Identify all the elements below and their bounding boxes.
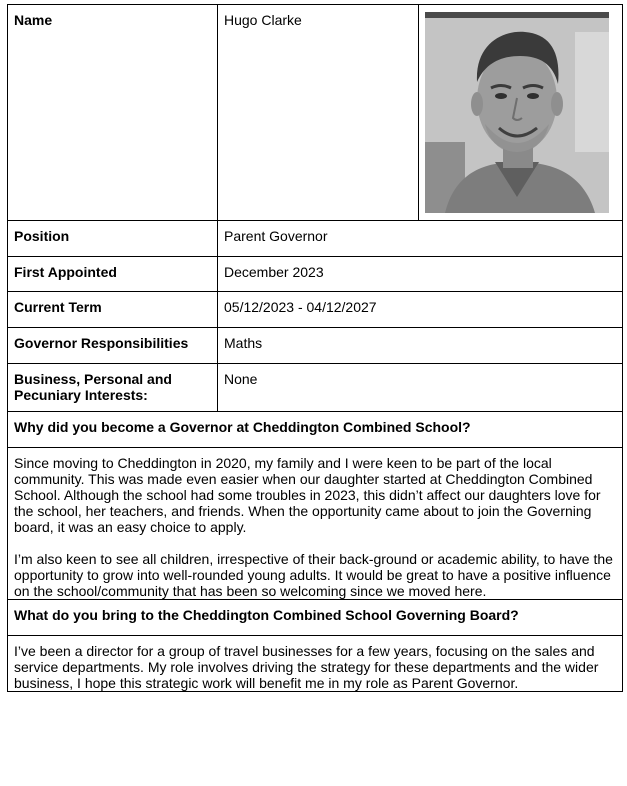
- interests-row: [8, 364, 623, 412]
- profile-table: [7, 4, 623, 692]
- current-term-value: 05/12/2023 - 04/12/2027: [218, 292, 623, 328]
- answer-2-row: [8, 636, 623, 692]
- name-label: Name: [8, 5, 218, 221]
- answer-1-paragraph-2: I’m also keen to see all children, irrespective of their back-ground or academic ability, to have the opportunity to grow into well-rounded young adults. It would be great to have a positive influence on the school/community that has been so welcoming since we moved here.: [14, 551, 613, 599]
- name-value: Hugo Clarke: [218, 5, 419, 221]
- answer-1-paragraph-1: Since moving to Cheddington in 2020, my family and I were keen to be part of the local community. This was made even easier when our daughter started at Cheddington Combined School. Although the school had some troubles in 2023, this didn’t affect our daughters love for the school, her teachers, and friends. When the opportunity came about to join the Governing board, it was an easy choice to apply.: [14, 455, 601, 535]
- question-2-row: [8, 600, 623, 636]
- first-appointed-row: [8, 257, 623, 292]
- interests-value: None: [218, 364, 623, 412]
- responsibilities-value: Maths: [218, 328, 623, 364]
- first-appointed-value: December 2023: [218, 257, 623, 292]
- current-term-label: Current Term: [8, 292, 218, 328]
- position-label: Position: [8, 221, 218, 257]
- position-row: [8, 221, 623, 257]
- position-value: Parent Governor: [218, 221, 623, 257]
- first-appointed-label: First Appointed: [8, 257, 218, 292]
- responsibilities-label: Governor Responsibilities: [8, 328, 218, 364]
- answer-2-body: [8, 636, 623, 692]
- photo-cell: [419, 5, 623, 221]
- responsibilities-row: [8, 328, 623, 364]
- answer-2-paragraph-1: I’ve been a director for a group of travel businesses for a few years, focusing on the sales and service departments. My role involves driving the strategy for these departments and the wider business, I hope this strategic work will benefit me in my role as Parent Governor.: [14, 643, 599, 691]
- interests-label: Business, Personal and Pecuniary Interests:: [8, 364, 218, 412]
- answer-1-body: [8, 448, 623, 600]
- name-row: [8, 5, 623, 221]
- portrait-illustration: [425, 12, 609, 213]
- governor-photo: [425, 12, 609, 213]
- question-1-heading: Why did you become a Governor at Cheddington Combined School?: [8, 412, 623, 448]
- question-2-heading: What do you bring to the Cheddington Combined School Governing Board?: [8, 600, 623, 636]
- question-1-row: [8, 412, 623, 448]
- current-term-row: [8, 292, 623, 328]
- answer-1-row: [8, 448, 623, 600]
